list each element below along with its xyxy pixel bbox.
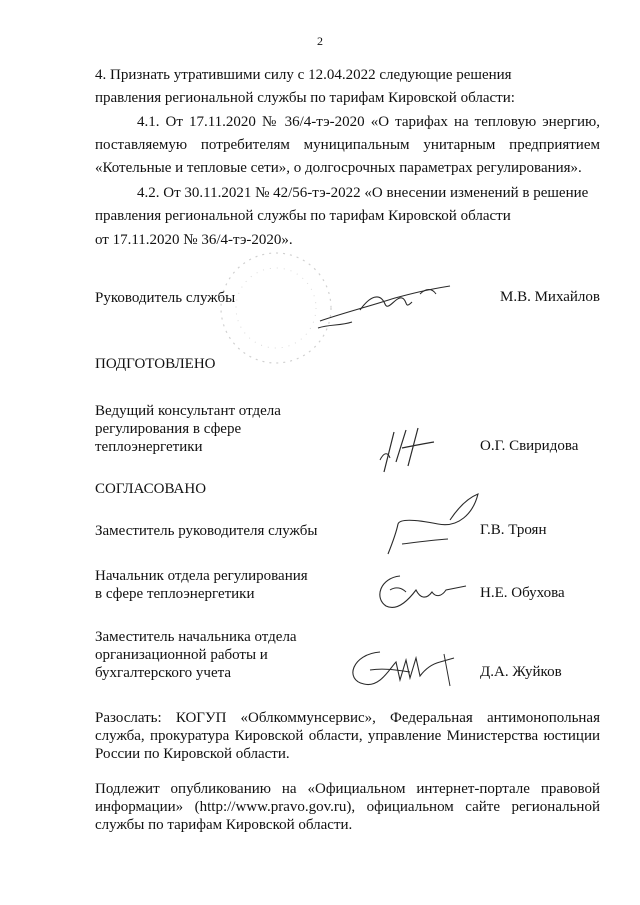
item4-sub42-line1: 4.2. От 30.11.2021 № 42/56-тэ-2022 «О внесении изменений в решение xyxy=(137,185,589,201)
signer1-role-line1: Заместитель руководителя службы xyxy=(95,523,318,539)
item4-sub41: 4.1. От 17.11.2020 № 36/4-тэ-2020 «О тарифах на тепловую энергию, поставляемую потребителям муниципальным унитарным предприятием «Котельные и тепловые сети», о долгосрочных параметрах регулирования». xyxy=(95,114,600,176)
prepared-name: О.Г. Свиридова xyxy=(480,438,579,454)
prepared-heading: ПОДГОТОВЛЕНО xyxy=(95,356,216,372)
prepared-role-line3: теплоэнергетики xyxy=(95,439,203,455)
signer3-name: Д.А. Жуйков xyxy=(480,664,562,680)
signer3-role-line3: бухгалтерского учета xyxy=(95,665,232,681)
signer3-role-line2: организационной работы и xyxy=(95,647,268,663)
head-signature-mark xyxy=(300,276,470,336)
publication-note: Подлежит опубликованию на «Официальном интернет-портале правовой информации» (http://www.pravo.gov.ru), официальном сайте региональной службы по тарифам Кировской области. xyxy=(95,781,600,833)
agreed-heading: СОГЛАСОВАНО xyxy=(95,481,207,497)
signer3-role-line1: Заместитель начальника отдела xyxy=(95,629,297,645)
head-role: Руководитель службы xyxy=(95,290,236,306)
signer3-signature-mark xyxy=(340,644,460,692)
item4-sub42-line2: правления региональной службы по тарифам Кировской области xyxy=(95,208,511,224)
head-name: М.В. Михайлов xyxy=(499,289,600,305)
signer1-signature-mark xyxy=(378,484,488,559)
distribution-list: Разослать: КОГУП «Облкоммунсервис», Федеральная антимонопольная служба, прокуратура Кировской области, управление Министерства юстиции России по Кировской области. xyxy=(95,710,600,762)
page-number: 2 xyxy=(317,34,323,48)
signer1-name: Г.В. Троян xyxy=(480,522,547,538)
prepared-role-line2: регулирования в сфере xyxy=(95,421,242,437)
signer2-signature-mark xyxy=(370,568,470,613)
prepared-role-line1: Ведущий консультант отдела xyxy=(95,403,281,419)
signer2-role-line1: Начальник отдела регулирования xyxy=(95,568,308,584)
prepared-signature-mark xyxy=(372,422,442,477)
signer2-name: Н.Е. Обухова xyxy=(480,585,565,601)
item4-sub42-line3: от 17.11.2020 № 36/4-тэ-2020». xyxy=(95,232,293,248)
signer2-role-line2: в сфере теплоэнергетики xyxy=(95,586,255,602)
item4-intro-line2: правления региональной службы по тарифам Кировской области: xyxy=(95,90,515,106)
item4-intro-line1: 4. Признать утратившими силу с 12.04.2022 следующие решения xyxy=(95,67,512,83)
